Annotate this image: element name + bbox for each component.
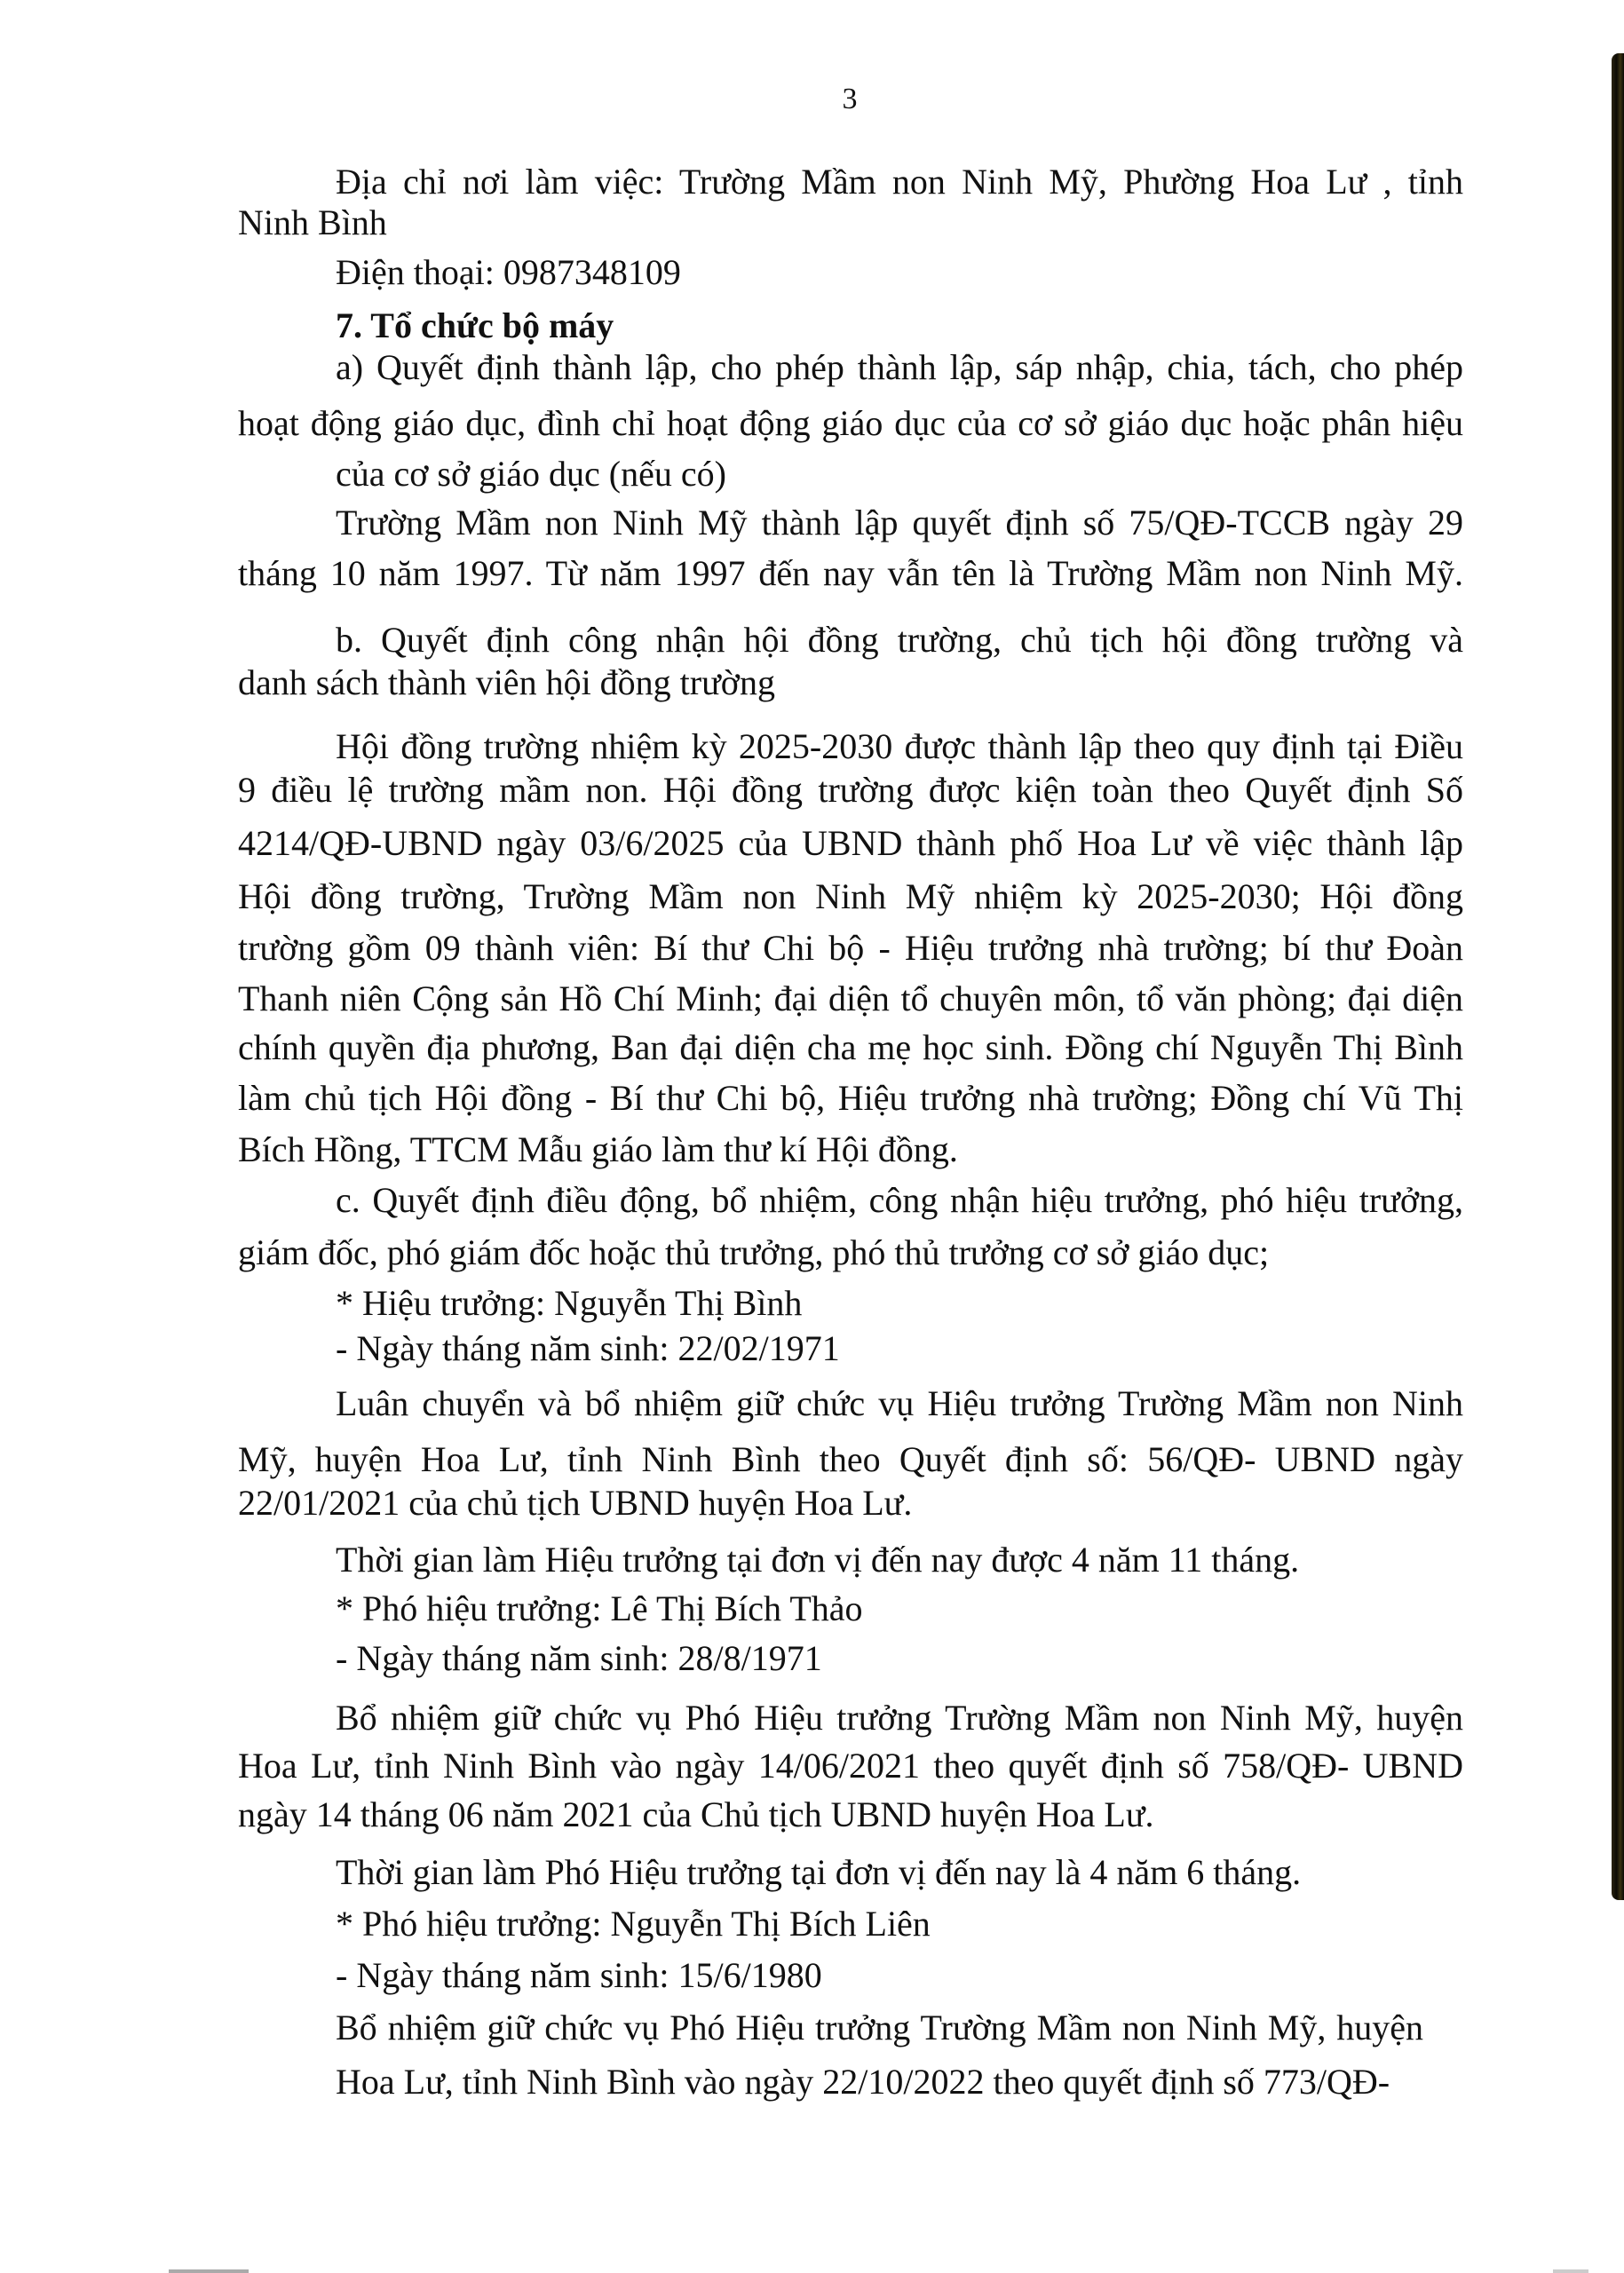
paragraph-line: 4214/QĐ-UBND ngày 03/6/2025 của UBND thành phố Hoa Lư về việc thành lập [238,823,1463,863]
paragraph-line: 22/01/2021 của chủ tịch UBND huyện Hoa Lư. [238,1483,913,1523]
principal-name: * Hiệu trưởng: Nguyễn Thị Bình [336,1283,803,1323]
subsection-b-heading: b. Quyết định công nhận hội đồng trường, chủ tịch hội đồng trường và [336,620,1463,660]
paragraph-line: Bích Hồng, TTCM Mẫu giáo làm thư kí Hội đồng. [238,1129,958,1169]
address-line: Địa chỉ nơi làm việc: Trường Mầm non Ninh Mỹ, Phường Hoa Lư , tỉnh [336,162,1463,202]
paragraph-line: tháng 10 năm 1997. Từ năm 1997 đến nay vẫn tên là Trường Mầm non Ninh Mỹ. [238,553,1463,593]
paragraph-line: Hoa Lư, tỉnh Ninh Bình vào ngày 22/10/2022 theo quyết định số 773/QĐ- [336,2062,1390,2102]
subsection-a-heading-continued: hoạt động giáo dục, đình chỉ hoạt động giáo dục của cơ sở giáo dục hoặc phân hiệu [238,403,1463,443]
subsection-a-heading: a) Quyết định thành lập, cho phép thành lập, sáp nhập, chia, tách, cho phép [336,347,1463,387]
vice-principal-1-birthdate: - Ngày tháng năm sinh: 28/8/1971 [336,1638,822,1678]
paragraph-line: Bổ nhiệm giữ chức vụ Phó Hiệu trưởng Trường Mầm non Ninh Mỹ, huyện [336,2008,1423,2047]
address-line-continued: Ninh Bình [238,202,387,242]
subsection-a-heading-end: của cơ sở giáo dục (nếu có) [336,454,726,494]
page-number: 3 [842,83,858,115]
principal-birthdate: - Ngày tháng năm sinh: 22/02/1971 [336,1328,840,1368]
vice-principal-2-name: * Phó hiệu trưởng: Nguyễn Thị Bích Liên [336,1904,931,1944]
paragraph-line: Hoa Lư, tỉnh Ninh Bình vào ngày 14/06/2021 theo quyết định số 758/QĐ- UBND [238,1746,1463,1786]
subsection-b-heading-end: danh sách thành viên hội đồng trường [238,662,775,702]
scanner-edge-mark [169,2269,249,2273]
paragraph-line: Trường Mầm non Ninh Mỹ thành lập quyết định số 75/QĐ-TCCB ngày 29 [336,503,1463,543]
principal-tenure: Thời gian làm Hiệu trưởng tại đơn vị đến nay được 4 năm 11 tháng. [336,1540,1300,1580]
scanner-edge-mark [1553,2269,1588,2273]
subsection-c-heading: c. Quyết định điều động, bổ nhiệm, công nhận hiệu trưởng, phó hiệu trưởng, [336,1180,1463,1220]
vice-principal-1-name: * Phó hiệu trưởng: Lê Thị Bích Thảo [336,1588,863,1628]
phone-line: Điện thoại: 0987348109 [336,252,681,292]
paragraph-line: Hội đồng trường, Trường Mầm non Ninh Mỹ nhiệm kỳ 2025-2030; Hội đồng [238,876,1463,916]
paragraph-line: Mỹ, huyện Hoa Lư, tỉnh Ninh Bình theo Quyết định số: 56/QĐ- UBND ngày [238,1439,1463,1479]
vice-principal-2-birthdate: - Ngày tháng năm sinh: 15/6/1980 [336,1955,822,1995]
paragraph-line: Bổ nhiệm giữ chức vụ Phó Hiệu trưởng Trường Mầm non Ninh Mỹ, huyện [336,1698,1463,1738]
scanner-edge-shadow [1612,53,1624,1900]
subsection-c-heading-end: giám đốc, phó giám đốc hoặc thủ trưởng, phó thủ trưởng cơ sở giáo dục; [238,1232,1270,1272]
paragraph-line: làm chủ tịch Hội đồng - Bí thư Chi bộ, Hiệu trưởng nhà trường; Đồng chí Vũ Thị [238,1078,1463,1118]
vice-principal-1-tenure: Thời gian làm Phó Hiệu trưởng tại đơn vị đến nay là 4 năm 6 tháng. [336,1852,1302,1892]
paragraph-line: 9 điều lệ trường mầm non. Hội đồng trường được kiện toàn theo Quyết định Số [238,770,1463,810]
paragraph-line: chính quyền địa phương, Ban đại diện cha mẹ học sinh. Đồng chí Nguyễn Thị Bình [238,1027,1463,1067]
paragraph-line: Luân chuyển và bổ nhiệm giữ chức vụ Hiệu trưởng Trường Mầm non Ninh [336,1383,1463,1423]
paragraph-line: Thanh niên Cộng sản Hồ Chí Minh; đại diện tổ chuyên môn, tổ văn phòng; đại diện [238,978,1463,1018]
paragraph-line: ngày 14 tháng 06 năm 2021 của Chủ tịch UBND huyện Hoa Lư. [238,1794,1154,1834]
paragraph-line: Hội đồng trường nhiệm kỳ 2025-2030 được thành lập theo quy định tại Điều [336,726,1463,766]
section-heading: 7. Tổ chức bộ máy [336,305,614,345]
paragraph-line: trường gồm 09 thành viên: Bí thư Chi bộ - Hiệu trưởng nhà trường; bí thư Đoàn [238,928,1463,968]
